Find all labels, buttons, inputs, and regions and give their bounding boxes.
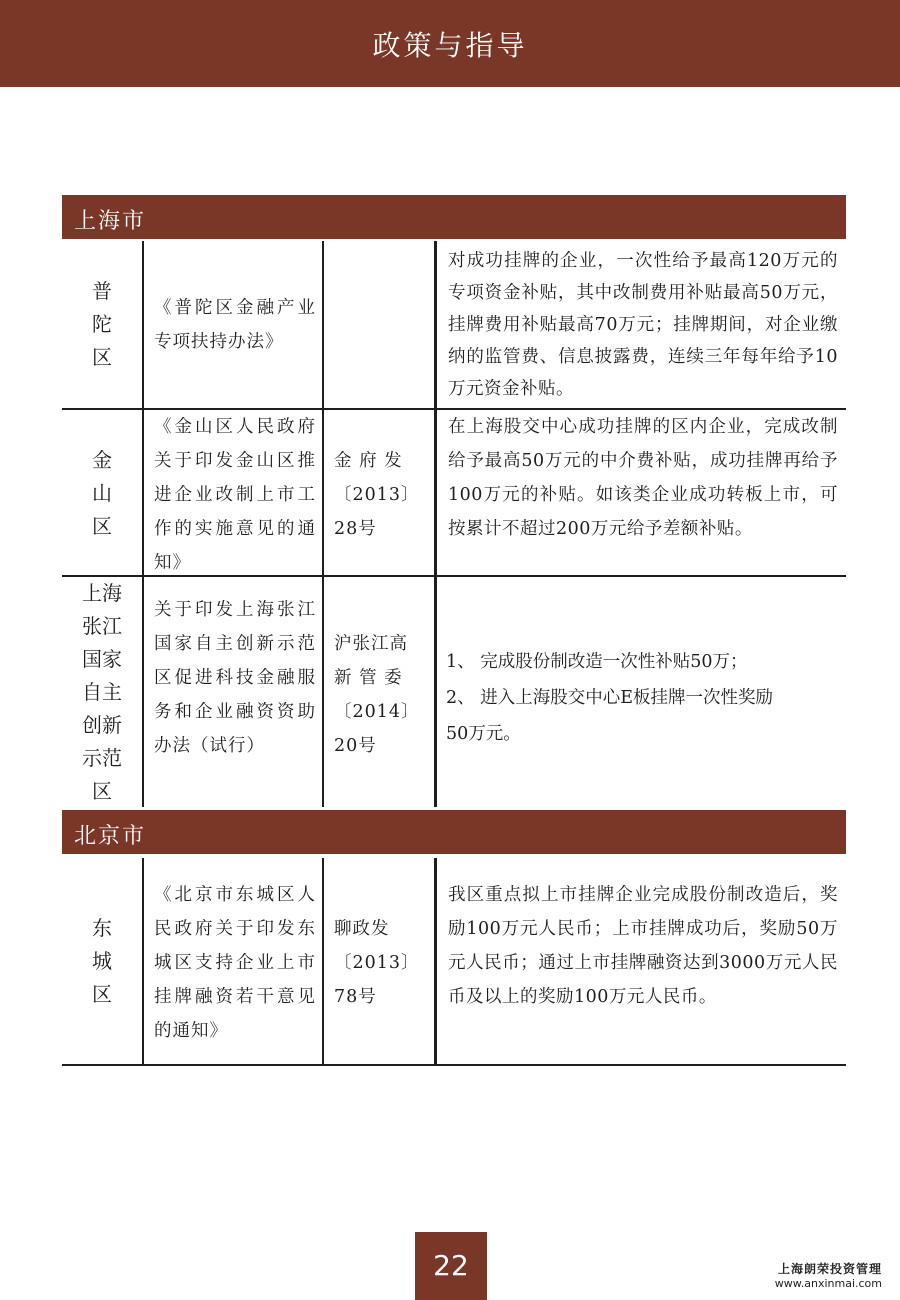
table-bottom-border (62, 1064, 846, 1066)
doc-number-cell (324, 577, 434, 807)
district-name: 金 山 区 (92, 448, 112, 538)
policy-text: 对成功挂牌的企业，一次性给予最高120万元的专项资金补贴，其中改制费用补贴最高50万元，挂牌费用补贴最高70万元；挂牌期间，对企业缴纳的监管费、信息披露费，连续三年每年给予10万元资金补贴。 (448, 251, 838, 399)
section-title-shanghai: 上海市 (74, 209, 147, 234)
company-info (775, 1260, 882, 1290)
document-title: 《北京市东城区人民政府关于印发东城区支持企业上市挂牌融资若干意见的通知》 (154, 885, 316, 1041)
policy-cell (436, 241, 846, 408)
table-row-jinshan (62, 410, 846, 575)
document-cell (144, 577, 322, 807)
page-header (0, 0, 900, 87)
policy-text: 我区重点拟上市挂牌企业完成股份制改造后，奖励100万元人民币；上市挂牌成功后，奖励50万元人民币；通过上市挂牌融资达到3000万元人民币及以上的奖励100万元人民币。 (448, 885, 838, 1007)
doc-number: 沪张江高 新 管 委 〔2014〕 20号 (334, 634, 420, 756)
doc-number: 金 府 发 〔2013〕 28号 (334, 451, 420, 539)
district-name: 上海 张江 国家 自主 创新 示范 区 (82, 581, 122, 803)
district-cell (62, 241, 142, 408)
table-row-zhangjiang (62, 577, 846, 807)
doc-number-cell (324, 241, 434, 408)
document-title: 关于印发上海张江国家自主创新示范区促进科技金融服务和企业融资资助办法（试行） (154, 600, 316, 756)
section-header-shanghai (62, 195, 846, 239)
policy-text: 在上海股交中心成功挂牌的区内企业，完成改制给予最高50万元的中介费补贴，成功挂牌再给予100万元的补贴。如该类企业成功转板上市，可按累计不超过200万元给予差额补贴。 (448, 417, 838, 539)
policy-cell (436, 858, 846, 1064)
policy-item: 2、 进入上海股交中心E板挂牌一次性奖励 (446, 688, 773, 708)
page-number: 22 (415, 1232, 487, 1300)
company-website: www.anxinmai.com (774, 1277, 882, 1290)
policy-cell (436, 410, 846, 575)
doc-number: 聊政发 〔2013〕 78号 (334, 919, 420, 1007)
policy-list (446, 644, 840, 752)
document-title: 《金山区人民政府关于印发金山区推进企业改制上市工作的实施意见的通知》 (154, 417, 316, 573)
district-cell (62, 410, 142, 575)
document-cell (144, 410, 322, 575)
district-name: 普 陀 区 (92, 279, 112, 369)
section-header-beijing (62, 810, 846, 854)
district-cell (62, 577, 142, 807)
district-cell (62, 858, 142, 1064)
document-cell (144, 858, 322, 1064)
table-row-dongcheng (62, 858, 846, 1064)
table-row-putuo (62, 241, 846, 408)
district-name: 东 城 区 (92, 916, 112, 1006)
policy-item: 50万元。 (446, 724, 521, 744)
company-name: 上海朗荣投资管理 (777, 1262, 882, 1276)
section-title-beijing: 北京市 (74, 824, 147, 849)
document-cell (144, 241, 322, 408)
header-title: 政策与指导 (372, 29, 528, 62)
document-title: 《普陀区金融产业专项扶持办法》 (154, 298, 316, 352)
doc-number-cell (324, 410, 434, 575)
doc-number-cell (324, 858, 434, 1064)
policy-item: 1、 完成股份制改造一次性补贴50万； (446, 652, 748, 672)
policy-cell (436, 577, 846, 807)
